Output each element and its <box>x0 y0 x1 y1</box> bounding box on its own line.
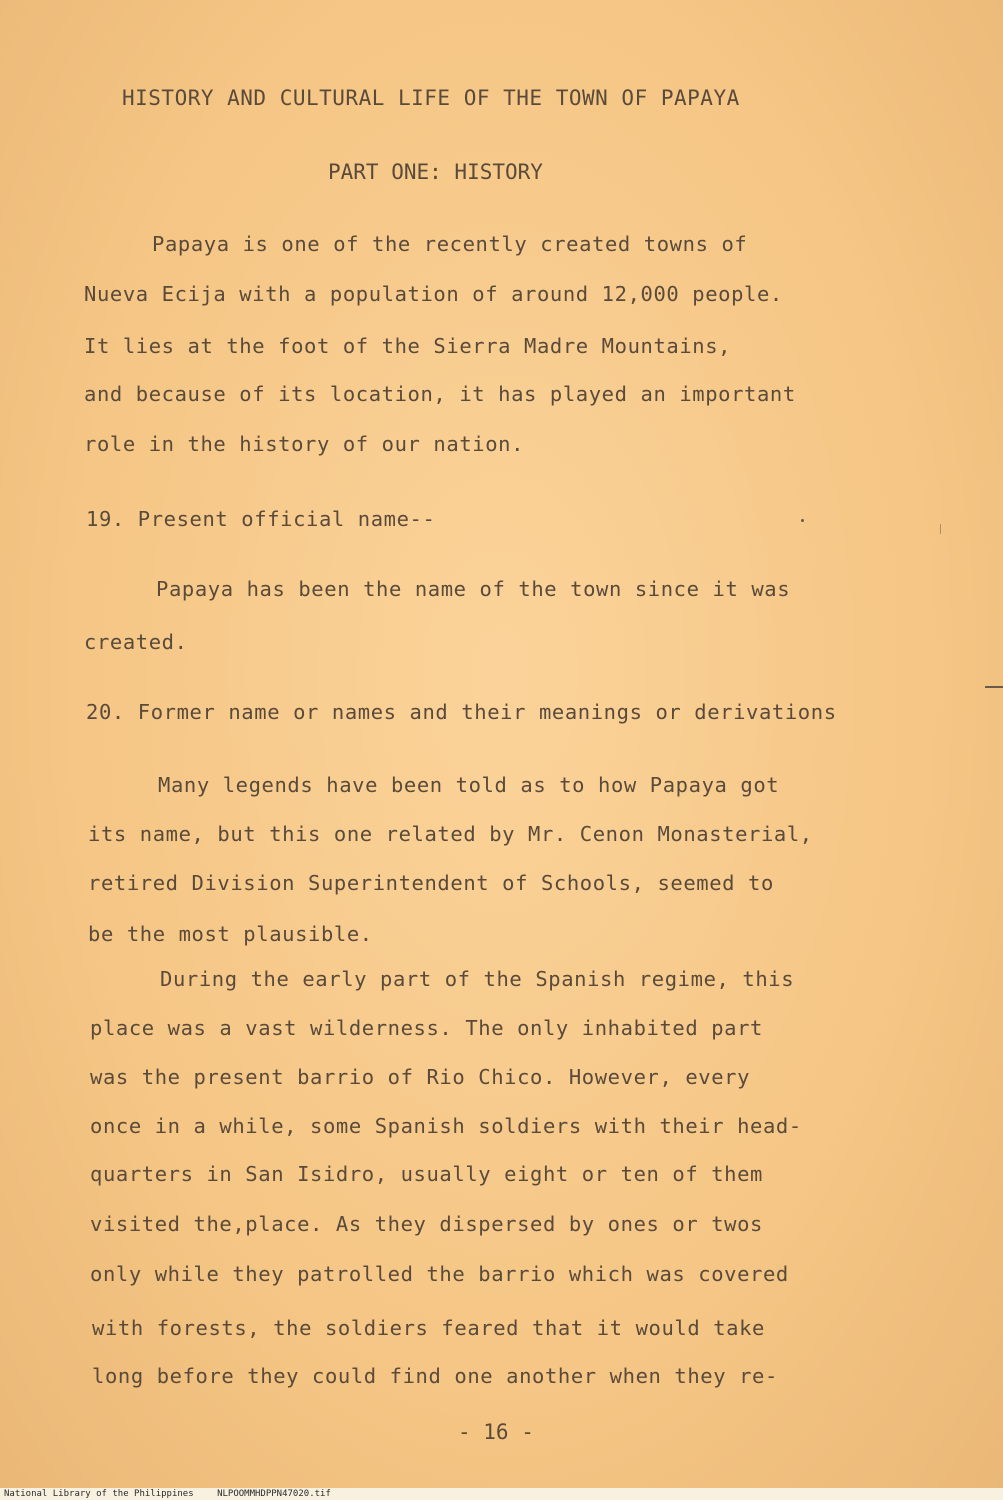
intro-line: It lies at the foot of the Sierra Madre Mountains, <box>84 334 732 358</box>
section-19-line: Papaya has been the name of the town since it was <box>156 577 791 601</box>
scan-footer <box>0 1488 1003 1500</box>
section-20-line: During the early part of the Spanish regime, this <box>160 967 795 991</box>
document-title: HISTORY AND CULTURAL LIFE OF THE TOWN OF PAPAYA <box>122 86 740 110</box>
section-20-line: place was a vast wilderness. The only inhabited part <box>90 1016 763 1040</box>
footer-library: National Library of the Philippines <box>4 1489 194 1499</box>
ink-speck <box>940 524 941 534</box>
intro-line: and because of its location, it has played an important <box>84 382 796 406</box>
intro-line: role in the history of our nation. <box>84 432 525 456</box>
ink-speck <box>801 519 804 522</box>
section-20-line: once in a while, some Spanish soldiers with their head- <box>90 1114 802 1138</box>
footer-filename: NLPOOMMHDPPN47020.tif <box>217 1489 331 1499</box>
page-number: - 16 - <box>458 1420 534 1444</box>
page-edge-mark <box>985 686 1003 688</box>
section-20-line: with forests, the soldiers feared that it would take <box>92 1316 765 1340</box>
intro-line: Nueva Ecija with a population of around 12,000 people. <box>84 282 783 306</box>
document-subtitle: PART ONE: HISTORY <box>328 160 543 184</box>
intro-line: Papaya is one of the recently created towns of <box>152 232 748 256</box>
section-20-line: retired Division Superintendent of Schools, seemed to <box>88 871 774 895</box>
section-20-line: only while they patrolled the barrio which was covered <box>90 1262 789 1286</box>
section-20-line: its name, but this one related by Mr. Cenon Monasterial, <box>88 822 813 846</box>
section-20-line: long before they could find one another when they re- <box>92 1364 778 1388</box>
section-20-line: quarters in San Isidro, usually eight or ten of them <box>90 1162 763 1186</box>
section-19-line: created. <box>84 630 188 654</box>
section-20-heading: 20. Former name or names and their meanings or derivations <box>86 700 837 724</box>
section-20-line: Many legends have been told as to how Papaya got <box>158 773 780 797</box>
section-20-line: be the most plausible. <box>88 922 373 946</box>
section-20-line: visited the,place. As they dispersed by ones or twos <box>90 1212 763 1236</box>
section-19-heading: 19. Present official name-- <box>86 507 436 531</box>
section-20-line: was the present barrio of Rio Chico. However, every <box>90 1065 751 1089</box>
